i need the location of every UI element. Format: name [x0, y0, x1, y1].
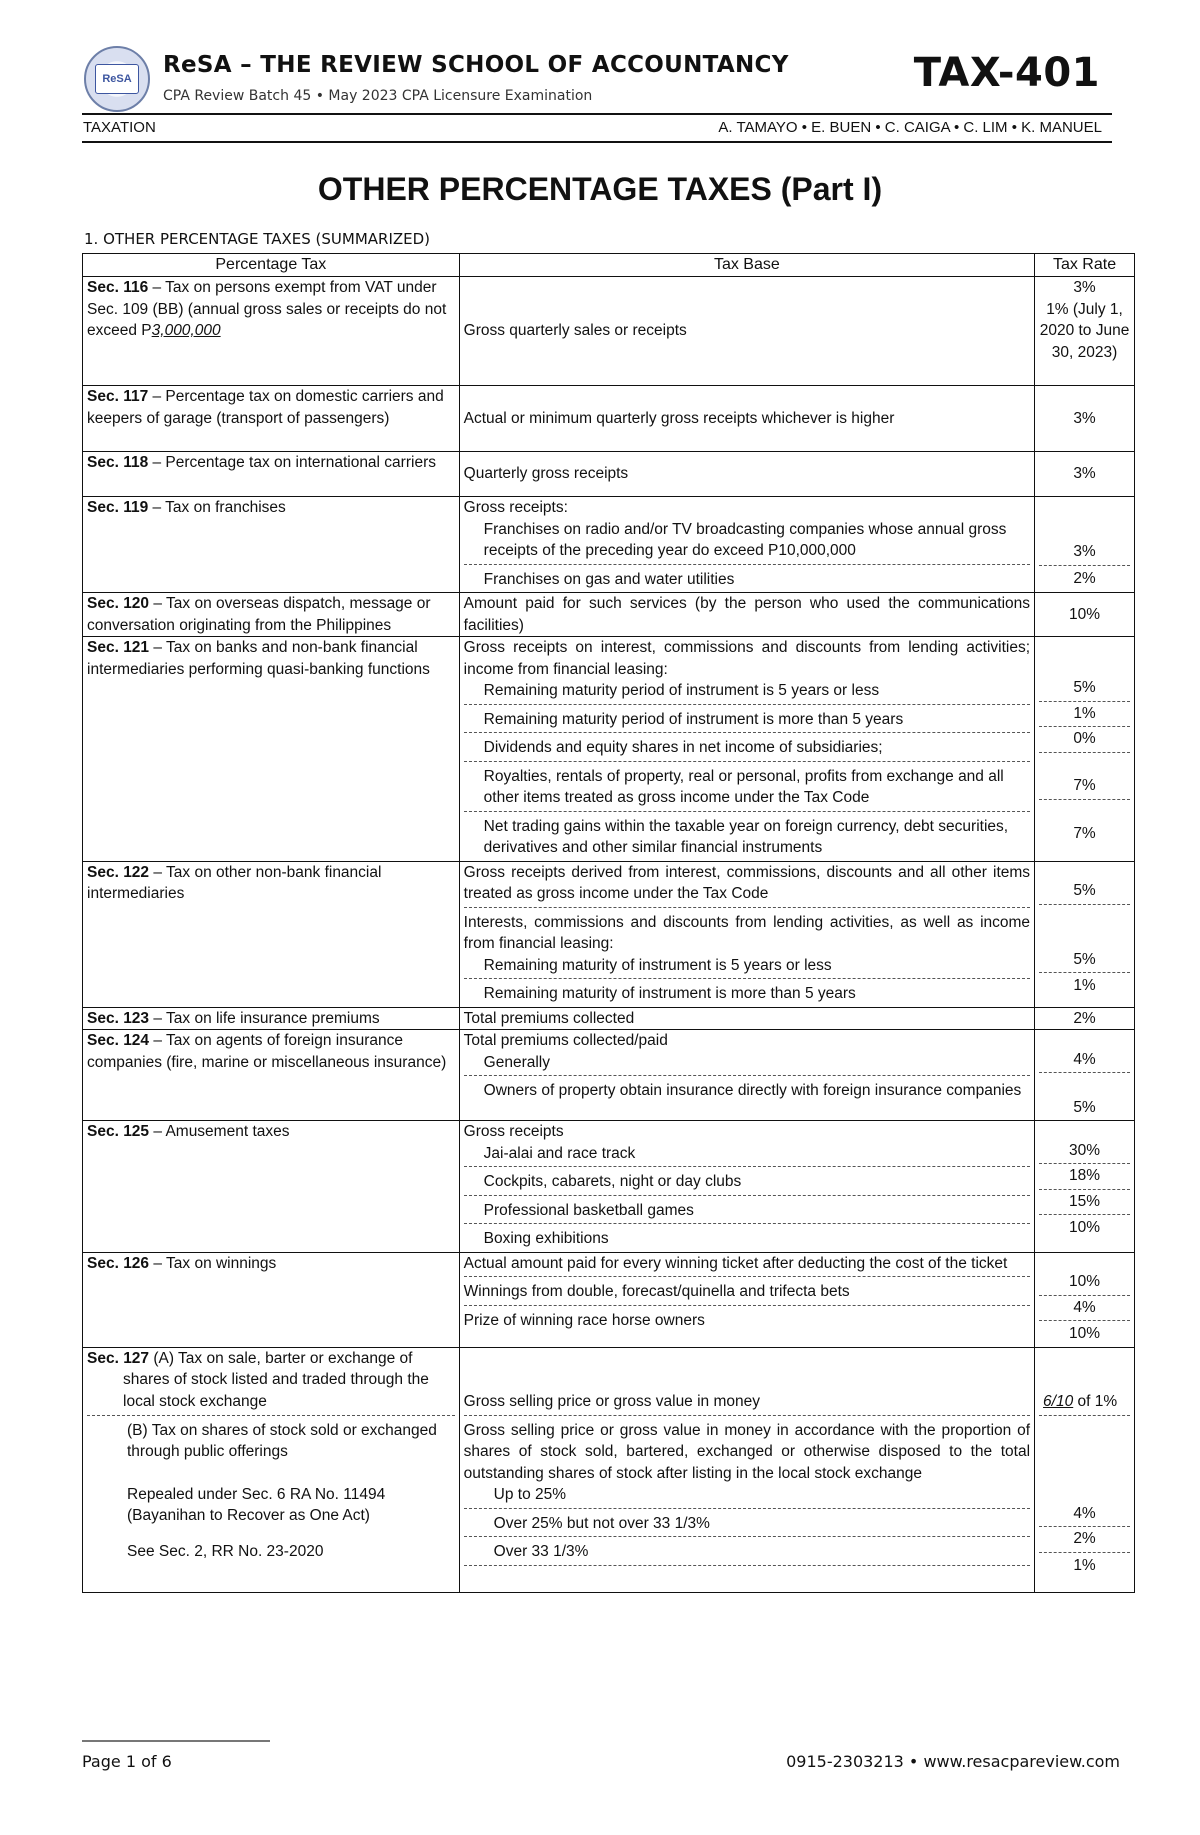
tax-base-cell: Amount paid for such services (by the person who used the communications facilities)	[459, 593, 1034, 637]
tax-description: Tax on shares of stock sold or exchanged through public offerings	[127, 1421, 437, 1460]
tax-name-cell	[83, 452, 460, 497]
tax-description: – Tax on life insurance premiums	[149, 1009, 380, 1027]
tax-name-cell	[83, 1030, 460, 1121]
table-row-sec127	[83, 1347, 1135, 1592]
tax-base-item: Winnings from double, forecast/quinella and trifecta bets	[464, 1281, 1030, 1306]
tax-rate-cell	[1035, 277, 1135, 386]
sec127b-description	[87, 1420, 455, 1563]
rate-value: 3%	[1039, 519, 1130, 566]
authors-list: A. TAMAYO • E. BUEN • C. CAIGA • C. LIM • K. MANUEL	[718, 119, 1102, 136]
tax-base-item: Remaining maturity of instrument is 5 years or less	[464, 955, 1030, 980]
rate-suffix: of 1%	[1073, 1393, 1118, 1410]
rate-value: 4%	[1039, 1052, 1130, 1074]
threshold-amount: 3,000,000	[151, 322, 221, 339]
tax-base-cell	[459, 1347, 1034, 1592]
tax-rate-cell	[1035, 1121, 1135, 1253]
section-number: Sec. 125	[87, 1123, 150, 1140]
rate-value: 4%	[1039, 1506, 1130, 1528]
tax-base-item: Boxing exhibitions	[483, 1230, 609, 1247]
tax-base-heading: Total premiums collected/paid	[463, 1032, 668, 1049]
section-number: Sec. 117	[87, 388, 149, 405]
tax-name-cell	[83, 1007, 460, 1030]
tax-base-item: Owners of property obtain insurance directly with foreign insurance companies	[483, 1082, 1022, 1099]
rate-value: 30%	[1039, 1143, 1130, 1165]
table-row-sec117	[83, 386, 1135, 452]
tax-base-item: Royalties, rentals of property, real or personal, profits from exchange and all other items treated as gross income under the Tax Code	[464, 766, 1030, 812]
tax-name-cell	[83, 497, 460, 593]
table-row-sec118	[83, 452, 1135, 497]
tax-name-cell	[83, 277, 460, 386]
subsection-label: (B)	[127, 1421, 148, 1439]
tax-description: – Tax on franchises	[148, 499, 286, 516]
section-number: Sec. 118	[87, 454, 149, 471]
tax-base-item: Franchises on gas and water utilities	[483, 570, 735, 588]
tax-base-item: Jai-alai and race track	[464, 1143, 1030, 1168]
tax-name-cell	[83, 1252, 460, 1347]
batch-info: CPA Review Batch 45 • May 2023 CPA Licensure Examination	[163, 88, 593, 104]
section-number: Sec. 120	[87, 595, 150, 612]
tax-rate-cell	[1035, 497, 1135, 593]
repeal-note: Repealed under Sec. 6 RA No. 11494 (Bayanihan to Recover as One Act)	[127, 1485, 386, 1524]
tax-name-cell	[83, 593, 460, 637]
tax-description: – Tax on other non-bank financial intermediaries	[87, 863, 382, 902]
section-number: Sec. 116	[87, 279, 149, 296]
tax-rate-cell	[1035, 1347, 1135, 1592]
tax-description: – Tax on agents of foreign insurance companies (fire, marine or miscellaneous insurance)	[87, 1032, 447, 1071]
tax-rate-cell: 2%	[1035, 1007, 1135, 1030]
tax-base-item: Remaining maturity period of instrument is more than 5 years	[464, 709, 1030, 734]
tax-rate-cell	[1035, 1030, 1135, 1121]
tax-base-item: Gross receipts derived from interest, commissions, discounts and all other items treated as gross income under the Tax Code	[464, 862, 1030, 908]
tax-rate-cell	[1035, 861, 1135, 1007]
tax-base-heading: Gross receipts:	[463, 499, 568, 516]
rate-value: 1%	[1073, 1556, 1096, 1574]
rate-fraction: 6/10	[1043, 1393, 1074, 1410]
percentage-tax-table	[82, 253, 1135, 1593]
tax-base-heading: Interests, commissions and discounts from lending activities, as well as income from financial leasing:	[463, 913, 1031, 952]
rate-value: 0%	[1039, 731, 1130, 753]
tax-base-item: Dividends and equity shares in net income of subsidiaries;	[464, 737, 1030, 762]
rate-value: 10%	[1039, 1253, 1130, 1296]
tax-base-cell	[459, 1121, 1034, 1253]
rate-value: 4%	[1039, 1300, 1130, 1322]
tax-rate-cell: 3%	[1035, 452, 1135, 497]
page-title: OTHER PERCENTAGE TAXES (Part I)	[317, 171, 883, 207]
tax-base-item: Gross selling price or gross value in money	[464, 1348, 1030, 1416]
tax-base-cell	[459, 497, 1034, 593]
table-row-sec116	[83, 277, 1135, 386]
rate-value: 7%	[1073, 825, 1096, 842]
tax-base-item: Generally	[464, 1052, 1030, 1077]
tax-base-heading: Gross receipts	[463, 1123, 564, 1140]
table-row-sec122	[83, 861, 1135, 1007]
section-number: Sec. 123	[87, 1009, 150, 1027]
tax-base-item: Remaining maturity period of instrument is 5 years or less	[464, 680, 1030, 705]
rate-value: 10%	[1069, 1325, 1101, 1342]
tax-base-item: Cockpits, cabarets, night or day clubs	[464, 1171, 1030, 1196]
section-number: Sec. 122	[87, 863, 150, 881]
section-heading: 1. OTHER PERCENTAGE TAXES (SUMMARIZED)	[84, 230, 431, 248]
tax-base-heading: Gross receipts on interest, commissions and discounts from lending activities; income from financial leasing:	[463, 639, 1031, 678]
tax-name-cell	[83, 1347, 460, 1592]
tax-name-cell	[83, 1121, 460, 1253]
rate-value: 10%	[1069, 1219, 1101, 1236]
contact-info: 0915-2303213 • www.resacpareview.com	[786, 1752, 1120, 1771]
rate-value	[1039, 1348, 1130, 1416]
header-rule-bottom	[82, 141, 1112, 143]
tax-base-cell	[459, 1030, 1034, 1121]
tax-description: – Percentage tax on international carriers	[148, 454, 436, 471]
rate-value: 5%	[1039, 862, 1130, 905]
tax-base-cell	[459, 1252, 1034, 1347]
tax-name-cell	[83, 861, 460, 1007]
tax-base-cell: Actual or minimum quarterly gross receipts whichever is higher	[459, 386, 1034, 452]
subject-label: TAXATION	[83, 119, 156, 136]
tax-rate-cell: 10%	[1035, 593, 1135, 637]
tax-base-cell	[459, 637, 1034, 862]
rate-value: 7%	[1039, 757, 1130, 800]
rate-temporary: 1% (July 1, 2020 to June 30, 2023)	[1039, 300, 1130, 361]
table-row-sec124	[83, 1030, 1135, 1121]
table-row-sec123	[83, 1007, 1135, 1030]
rate-value: 15%	[1039, 1194, 1130, 1216]
table-row-sec125	[83, 1121, 1135, 1253]
rate-value: 2%	[1073, 569, 1096, 587]
section-number: Sec. 126	[87, 1254, 150, 1272]
logo-text: ReSA	[95, 64, 139, 94]
rate-value: 2%	[1039, 1531, 1130, 1553]
course-code: TAX-401	[913, 50, 1100, 96]
header-rule-top	[82, 113, 1112, 115]
rate-value: 1%	[1039, 706, 1130, 728]
tax-base-cell: Total premiums collected	[459, 1007, 1034, 1030]
tax-description: Tax on sale, barter or exchange of shares of stock listed and traded through the local stock exchange	[123, 1349, 429, 1410]
header-percentage-tax: Percentage Tax	[83, 254, 460, 277]
tax-description: – Tax on persons exempt from VAT under Sec. 109 (BB) (annual gross sales or receipts do not exceed P	[87, 279, 447, 339]
table-row-sec119	[83, 497, 1135, 593]
school-logo	[84, 46, 150, 112]
tax-base-item: Remaining maturity of instrument is more than 5 years	[483, 985, 856, 1002]
section-number: Sec. 119	[87, 499, 149, 516]
tax-rate-cell	[1035, 1252, 1135, 1347]
tax-base-item: Net trading gains within the taxable year on foreign currency, debt securities, derivatives and other similar financial instruments	[483, 817, 1009, 856]
tax-base-item: Over 25% but not over 33 1/3%	[464, 1513, 1030, 1538]
tax-rate-cell: 3%	[1035, 386, 1135, 452]
tax-base-heading: Gross selling price or gross value in money in accordance with the proportion of shares of stock sold, bartered, exchanged or otherwise disposed to the total outstanding shares of stock after listing in the local stock exchange	[463, 1421, 1031, 1482]
table-row-sec126	[83, 1252, 1135, 1347]
tax-base-item: Professional basketball games	[464, 1200, 1030, 1225]
section-number: Sec. 127	[87, 1349, 150, 1367]
section-number: Sec. 121	[87, 639, 150, 656]
tax-description: – Tax on banks and non-bank financial intermediaries performing quasi-banking functions	[87, 639, 430, 678]
rate-value: 5%	[1039, 952, 1130, 974]
sec127a-description	[87, 1348, 455, 1416]
subsection-label: (A)	[149, 1349, 175, 1367]
tax-description: – Amusement taxes	[149, 1123, 290, 1140]
rate-value: 5%	[1039, 680, 1130, 702]
school-name: ReSA – THE REVIEW SCHOOL OF ACCOUNTANCY	[163, 52, 789, 78]
tax-base-cell	[459, 861, 1034, 1007]
tax-base-cell: Gross quarterly sales or receipts	[459, 277, 1034, 386]
tax-description: – Percentage tax on domestic carriers and keepers of garage (transport of passengers)	[87, 388, 444, 427]
header-tax-base: Tax Base	[459, 254, 1034, 277]
tax-base-item: Actual amount paid for every winning ticket after deducting the cost of the ticket	[464, 1253, 1030, 1278]
tax-base-cell: Quarterly gross receipts	[459, 452, 1034, 497]
tax-base-item: Prize of winning race horse owners	[463, 1311, 705, 1329]
rate-value: 3%	[1073, 279, 1096, 296]
table-row-sec121	[83, 637, 1135, 862]
header-tax-rate: Tax Rate	[1035, 254, 1135, 277]
reference-note: See Sec. 2, RR No. 23-2020	[127, 1542, 324, 1560]
table-header-row	[83, 254, 1135, 277]
rate-value: 5%	[1073, 1098, 1096, 1116]
section-number: Sec. 124	[87, 1032, 150, 1049]
tax-description: – Tax on winnings	[149, 1254, 277, 1272]
tax-name-cell	[83, 637, 460, 862]
tax-rate-cell	[1035, 637, 1135, 862]
rate-value: 1%	[1073, 977, 1096, 994]
rate-value: 18%	[1039, 1168, 1130, 1190]
tax-base-item: Up to 25%	[464, 1484, 1030, 1509]
tax-base-item: Franchises on radio and/or TV broadcasting companies whose annual gross receipts of the preceding year do exceed P10,000,000	[464, 519, 1030, 565]
tax-description: – Tax on overseas dispatch, message or conversation originating from the Philippines	[87, 595, 431, 634]
tax-name-cell	[83, 386, 460, 452]
page-number: Page 1 of 6	[82, 1752, 172, 1771]
table-row-sec120	[83, 593, 1135, 637]
footer-rule	[82, 1740, 270, 1742]
tax-base-item: Over 33 1/3%	[464, 1541, 1030, 1566]
